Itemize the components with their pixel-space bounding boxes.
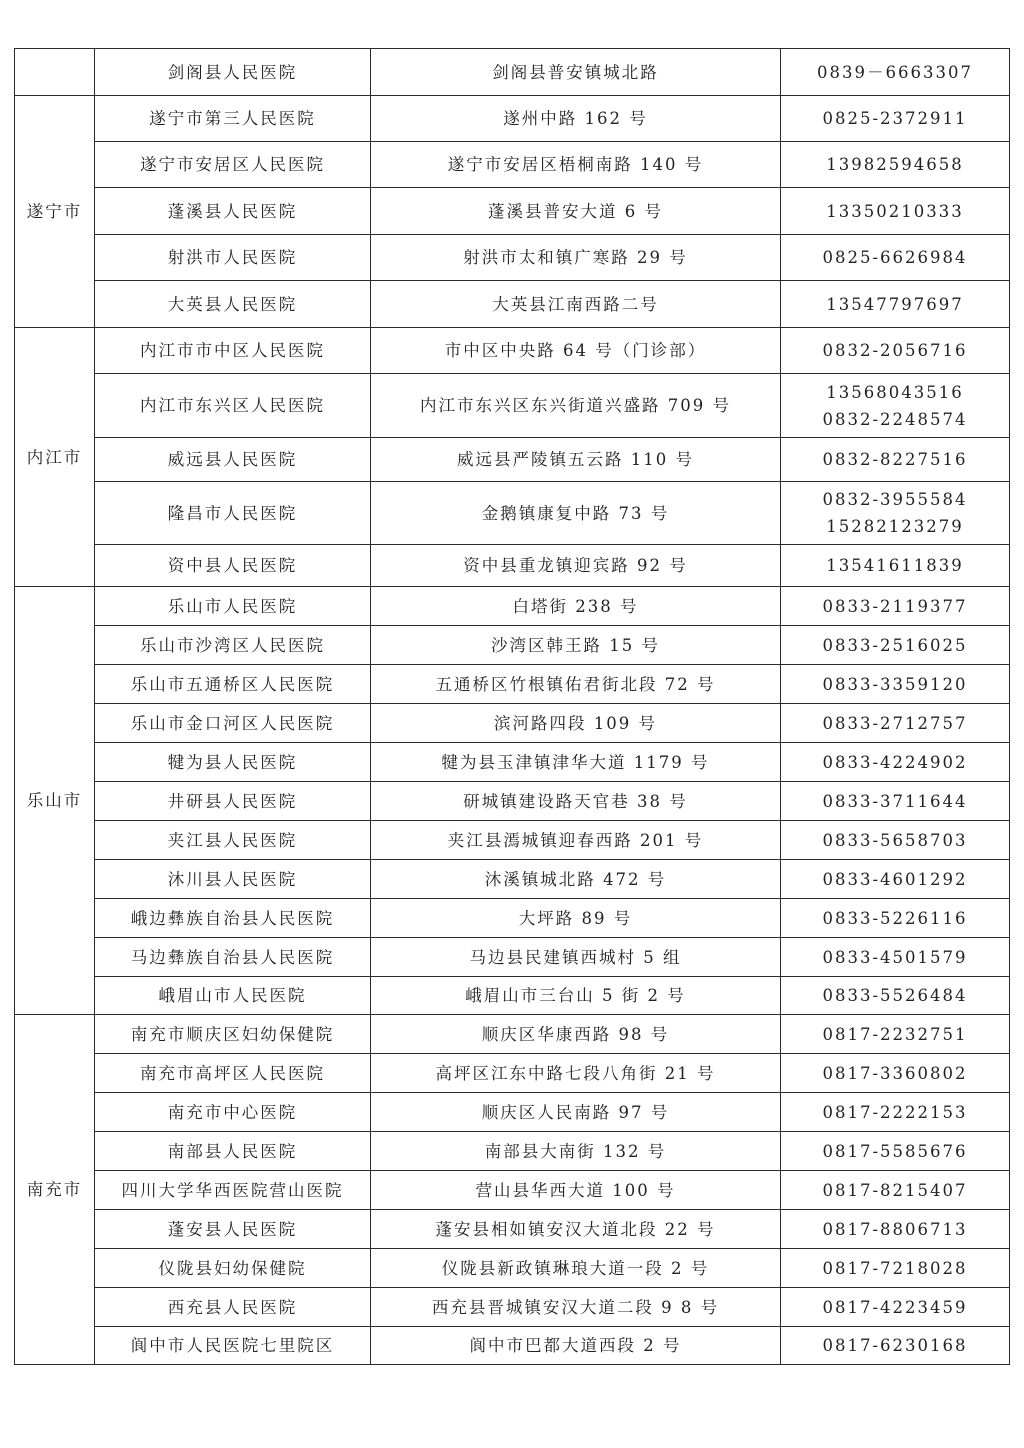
- hospital-name-cell: 蓬安县人民医院: [95, 1210, 371, 1249]
- table-row: [15, 142, 1010, 188]
- phone-cell: [781, 977, 1010, 1015]
- address-cell: 仪陇县新政镇琳琅大道一段 2 号: [371, 1249, 781, 1288]
- table-row: [15, 743, 1010, 782]
- city-cell: 遂宁市: [15, 96, 95, 328]
- phone-number: 0833-5526484: [822, 986, 968, 1005]
- phone-cell: [781, 235, 1010, 281]
- hospital-name-cell: 乐山市沙湾区人民医院: [95, 626, 371, 665]
- phone-cell: [781, 96, 1010, 142]
- hospital-name-cell: 剑阁县人民医院: [95, 49, 371, 96]
- hospital-name-cell: 威远县人民医院: [95, 438, 371, 482]
- address-cell: 西充县晋城镇安汉大道二段 9 8 号: [371, 1288, 781, 1327]
- hospital-name-cell: 资中县人民医院: [95, 545, 371, 587]
- address-cell: 营山县华西大道 100 号: [371, 1171, 781, 1210]
- phone-cell: [781, 1054, 1010, 1093]
- address-cell: 滨河路四段 109 号: [371, 704, 781, 743]
- address-cell: 顺庆区人民南路 97 号: [371, 1093, 781, 1132]
- hospital-name-cell: 井研县人民医院: [95, 782, 371, 821]
- table-row: [15, 1132, 1010, 1171]
- phone-cell: [781, 438, 1010, 482]
- address-cell: 沐溪镇城北路 472 号: [371, 860, 781, 899]
- phone-number: 13568043516: [826, 382, 964, 402]
- hospital-name-cell: 峨眉山市人民医院: [95, 977, 371, 1015]
- hospital-name-cell: 南充市中心医院: [95, 1093, 371, 1132]
- phone-number: 0832-8227516: [822, 450, 968, 469]
- address-cell: 南部县大南街 132 号: [371, 1132, 781, 1171]
- table-row: [15, 938, 1010, 977]
- table-row: [15, 977, 1010, 1015]
- table-row: [15, 704, 1010, 743]
- phone-cell: [781, 743, 1010, 782]
- hospital-name-cell: 沐川县人民医院: [95, 860, 371, 899]
- address-cell: 大英县江南西路二号: [371, 281, 781, 328]
- table-row: [15, 49, 1010, 96]
- city-cell: 南充市: [15, 1015, 95, 1365]
- address-cell: 马边县民建镇西城村 5 组: [371, 938, 781, 977]
- phone-number: 0817-8215407: [822, 1180, 968, 1200]
- table-row: [15, 482, 1010, 545]
- address-cell: 阆中市巴都大道西段 2 号: [371, 1327, 781, 1365]
- address-cell: 遂州中路 162 号: [371, 96, 781, 142]
- phone-cell: [781, 587, 1010, 626]
- table-body: [15, 49, 1010, 1365]
- phone-cell: [781, 1015, 1010, 1054]
- phone-cell: [781, 545, 1010, 587]
- table-row: [15, 1093, 1010, 1132]
- phone-number: 13350210333: [826, 201, 964, 221]
- hospital-name-cell: 仪陇县妇幼保健院: [95, 1249, 371, 1288]
- phone-cell: [781, 49, 1010, 96]
- phone-number: 0817-8806713: [822, 1219, 968, 1239]
- phone-number: 0817-6230168: [822, 1336, 968, 1355]
- phone-cell: [781, 626, 1010, 665]
- address-cell: 沙湾区韩王路 15 号: [371, 626, 781, 665]
- hospital-name-cell: 内江市市中区人民医院: [95, 328, 371, 374]
- phone-cell: [781, 482, 1010, 545]
- city-cell: 内江市: [15, 328, 95, 587]
- table-row: [15, 1288, 1010, 1327]
- phone-cell: [781, 899, 1010, 938]
- address-cell: 大坪路 89 号: [371, 899, 781, 938]
- table-row: [15, 860, 1010, 899]
- phone-cell: [781, 821, 1010, 860]
- phone-cell: [781, 1132, 1010, 1171]
- address-cell: 内江市东兴区东兴街道兴盛路 709 号: [371, 374, 781, 438]
- phone-number: 0817-4223459: [822, 1297, 968, 1317]
- address-cell: 夹江县漹城镇迎春西路 201 号: [371, 821, 781, 860]
- hospital-name-cell: 夹江县人民医院: [95, 821, 371, 860]
- address-cell: 峨眉山市三台山 5 街 2 号: [371, 977, 781, 1015]
- phone-cell: [781, 1327, 1010, 1365]
- phone-cell: [781, 328, 1010, 374]
- phone-number: 0817-3360802: [822, 1063, 968, 1083]
- phone-number: 0839－6663307: [817, 62, 973, 82]
- phone-cell: [781, 860, 1010, 899]
- phone-number: 15282123279: [826, 517, 964, 536]
- table-row: [15, 587, 1010, 626]
- hospital-name-cell: 南充市高坪区人民医院: [95, 1054, 371, 1093]
- table-row: [15, 899, 1010, 938]
- hospital-name-cell: 遂宁市安居区人民医院: [95, 142, 371, 188]
- address-cell: 蓬溪县普安大道 6 号: [371, 188, 781, 235]
- hospital-name-cell: 蓬溪县人民医院: [95, 188, 371, 235]
- hospital-name-cell: 大英县人民医院: [95, 281, 371, 328]
- address-cell: 高坪区江东中路七段八角街 21 号: [371, 1054, 781, 1093]
- hospital-name-cell: 乐山市五通桥区人民医院: [95, 665, 371, 704]
- table-row: [15, 1327, 1010, 1365]
- phone-number: 13982594658: [826, 155, 964, 174]
- address-cell: 犍为县玉津镇津华大道 1179 号: [371, 743, 781, 782]
- phone-number: 0832-2248574: [822, 409, 968, 429]
- phone-number: 0833-4501579: [822, 947, 968, 967]
- address-cell: 顺庆区华康西路 98 号: [371, 1015, 781, 1054]
- hospital-name-cell: 乐山市金口河区人民医院: [95, 704, 371, 743]
- table-row: [15, 821, 1010, 860]
- phone-number: 0817-2222153: [822, 1102, 968, 1122]
- table-row: [15, 1171, 1010, 1210]
- phone-number: 0832-3955584: [822, 490, 968, 509]
- table-row: [15, 188, 1010, 235]
- phone-number: 0833-4224902: [822, 752, 968, 772]
- phone-cell: [781, 1171, 1010, 1210]
- hospital-name-cell: 南充市顺庆区妇幼保健院: [95, 1015, 371, 1054]
- address-cell: 遂宁市安居区梧桐南路 140 号: [371, 142, 781, 188]
- phone-cell: [781, 665, 1010, 704]
- table-row: [15, 1015, 1010, 1054]
- hospital-name-cell: 马边彝族自治县人民医院: [95, 938, 371, 977]
- table-row: [15, 96, 1010, 142]
- table-row: [15, 1210, 1010, 1249]
- hospital-table: [14, 48, 1010, 1365]
- hospital-name-cell: 射洪市人民医院: [95, 235, 371, 281]
- hospital-name-cell: 遂宁市第三人民医院: [95, 96, 371, 142]
- table-row: [15, 328, 1010, 374]
- address-cell: 白塔街 238 号: [371, 587, 781, 626]
- table-row: [15, 1054, 1010, 1093]
- hospital-name-cell: 西充县人民医院: [95, 1288, 371, 1327]
- address-cell: 研城镇建设路天官巷 38 号: [371, 782, 781, 821]
- phone-number: 0833-2516025: [822, 635, 968, 655]
- city-cell: [15, 49, 95, 96]
- phone-number: 0833-3359120: [822, 674, 968, 694]
- table-row: [15, 545, 1010, 587]
- table-row: [15, 626, 1010, 665]
- phone-cell: [781, 1210, 1010, 1249]
- phone-number: 0833-5658703: [822, 830, 968, 850]
- phone-cell: [781, 938, 1010, 977]
- table-row: [15, 281, 1010, 328]
- phone-number: 0817-7218028: [822, 1258, 968, 1278]
- phone-number: 0833-3711644: [822, 791, 968, 811]
- phone-number: 13547797697: [826, 294, 964, 314]
- table-row: [15, 235, 1010, 281]
- address-cell: 五通桥区竹根镇佑君街北段 72 号: [371, 665, 781, 704]
- phone-number: 0833-5226116: [822, 908, 968, 928]
- phone-cell: [781, 704, 1010, 743]
- phone-cell: [781, 142, 1010, 188]
- table-row: [15, 1249, 1010, 1288]
- hospital-name-cell: 内江市东兴区人民医院: [95, 374, 371, 438]
- table-row: [15, 374, 1010, 438]
- phone-cell: [781, 188, 1010, 235]
- phone-cell: [781, 1249, 1010, 1288]
- phone-number: 0833-2712757: [822, 713, 968, 733]
- phone-number: 13541611839: [826, 556, 964, 575]
- phone-cell: [781, 1288, 1010, 1327]
- phone-cell: [781, 782, 1010, 821]
- phone-number: 0833-2119377: [822, 596, 968, 616]
- address-cell: 资中县重龙镇迎宾路 92 号: [371, 545, 781, 587]
- hospital-name-cell: 四川大学华西医院营山医院: [95, 1171, 371, 1210]
- address-cell: 射洪市太和镇广寒路 29 号: [371, 235, 781, 281]
- phone-number: 0817-2232751: [822, 1024, 968, 1044]
- phone-cell: [781, 1093, 1010, 1132]
- address-cell: 蓬安县相如镇安汉大道北段 22 号: [371, 1210, 781, 1249]
- hospital-name-cell: 南部县人民医院: [95, 1132, 371, 1171]
- table-row: [15, 438, 1010, 482]
- hospital-name-cell: 乐山市人民医院: [95, 587, 371, 626]
- hospital-name-cell: 犍为县人民医院: [95, 743, 371, 782]
- city-cell: 乐山市: [15, 587, 95, 1015]
- hospital-name-cell: 隆昌市人民医院: [95, 482, 371, 545]
- phone-number: 0825-6626984: [822, 248, 968, 267]
- address-cell: 金鹅镇康复中路 73 号: [371, 482, 781, 545]
- table-row: [15, 782, 1010, 821]
- phone-number: 0833-4601292: [822, 869, 968, 889]
- hospital-name-cell: 阆中市人民医院七里院区: [95, 1327, 371, 1365]
- address-cell: 剑阁县普安镇城北路: [371, 49, 781, 96]
- phone-cell: [781, 374, 1010, 438]
- phone-number: 0832-2056716: [822, 341, 968, 360]
- hospital-name-cell: 峨边彝族自治县人民医院: [95, 899, 371, 938]
- phone-number: 0825-2372911: [822, 109, 968, 128]
- table-row: [15, 665, 1010, 704]
- phone-number: 0817-5585676: [822, 1141, 968, 1161]
- phone-cell: [781, 281, 1010, 328]
- address-cell: 威远县严陵镇五云路 110 号: [371, 438, 781, 482]
- address-cell: 市中区中央路 64 号（门诊部）: [371, 328, 781, 374]
